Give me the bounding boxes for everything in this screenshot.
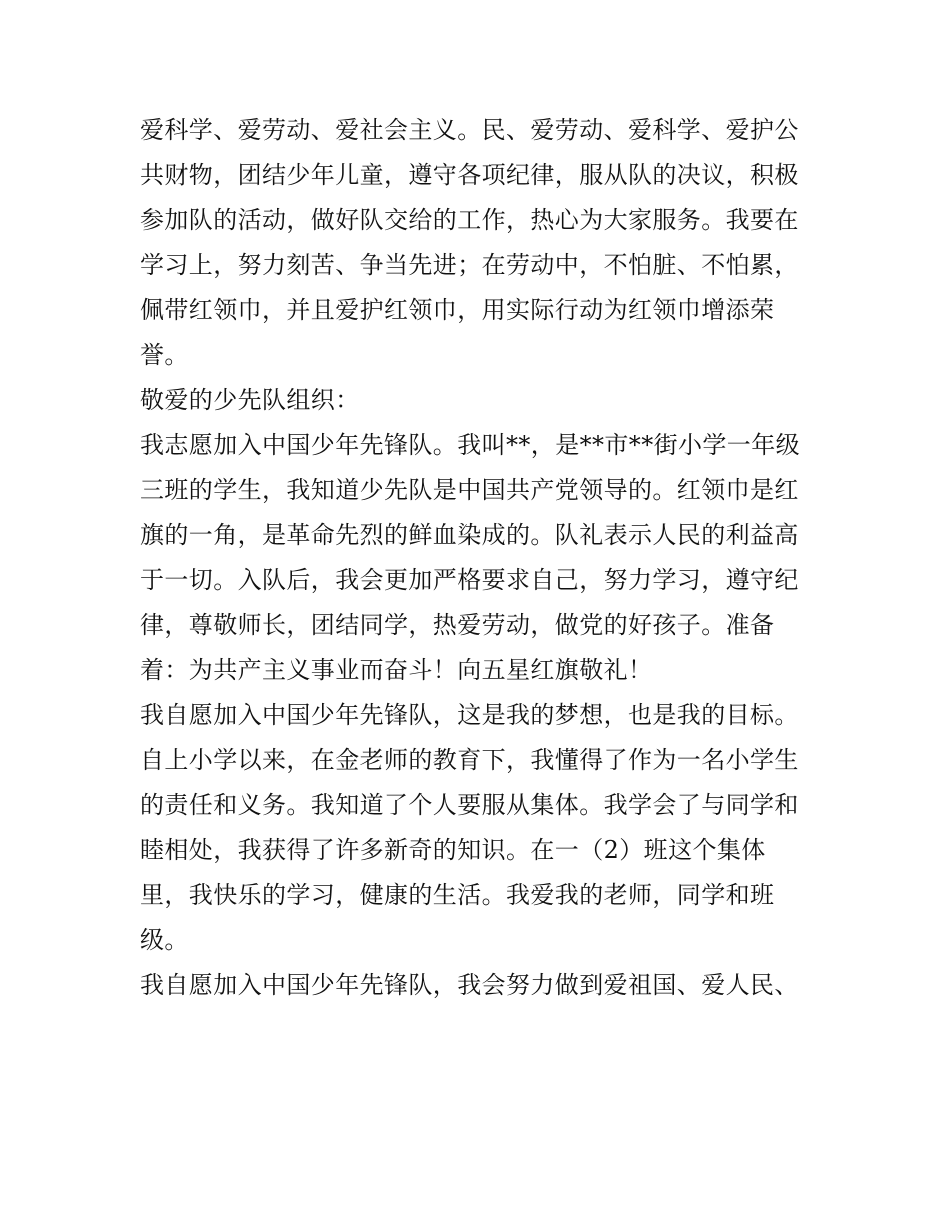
text-line: 学习上，努力刻苦、争当先进；在劳动中，不怕脏、不怕累， — [140, 251, 799, 279]
text-line: 着：为共产主义事业而奋斗！向五星红旗敬礼！ — [140, 656, 653, 684]
text-line: 里，我快乐的学习，健康的生活。我爱我的老师，同学和班 — [140, 881, 775, 909]
text-line: 我自愿加入中国少年先锋队，我会努力做到爱祖国、爱人民、 — [140, 971, 799, 999]
text-line: 的责任和义务。我知道了个人要服从集体。我学会了与同学和 — [140, 791, 799, 819]
document-body — [140, 108, 820, 1008]
text-line: 律，尊敬师长，团结同学，热爱劳动，做党的好孩子。准备 — [140, 611, 775, 639]
text-line: 级。 — [140, 926, 189, 954]
text-line: 爱科学、爱劳动、爱社会主义。民、爱劳动、爱科学、爱护公 — [140, 116, 799, 144]
text-line: 三班的学生，我知道少先队是中国共产党领导的。红领巾是红 — [140, 476, 799, 504]
text-line: 我自愿加入中国少年先锋队，这是我的梦想，也是我的目标。 — [140, 701, 799, 729]
text-line: 我志愿加入中国少年先锋队。我叫**，是**市**街小学一年级 — [140, 431, 800, 459]
text-line: 誉。 — [140, 341, 189, 369]
text-line: 于一切。入队后，我会更加严格要求自己，努力学习，遵守纪 — [140, 566, 799, 594]
salutation: 敬爱的少先队组织： — [140, 386, 360, 414]
text-line: 旗的一角，是革命先烈的鲜血染成的。队礼表示人民的利益高 — [140, 521, 799, 549]
text-line: 睦相处，我获得了许多新奇的知识。在一（2）班这个集体 — [140, 836, 766, 864]
text-line: 参加队的活动，做好队交给的工作，热心为大家服务。我要在 — [140, 206, 799, 234]
text-line: 自上小学以来，在金老师的教育下，我懂得了作为一名小学生 — [140, 746, 799, 774]
text-line: 佩带红领巾，并且爱护红领巾，用实际行动为红领巾增添荣 — [140, 296, 775, 324]
text-line: 共财物，团结少年儿童，遵守各项纪律，服从队的决议，积极 — [140, 161, 799, 189]
